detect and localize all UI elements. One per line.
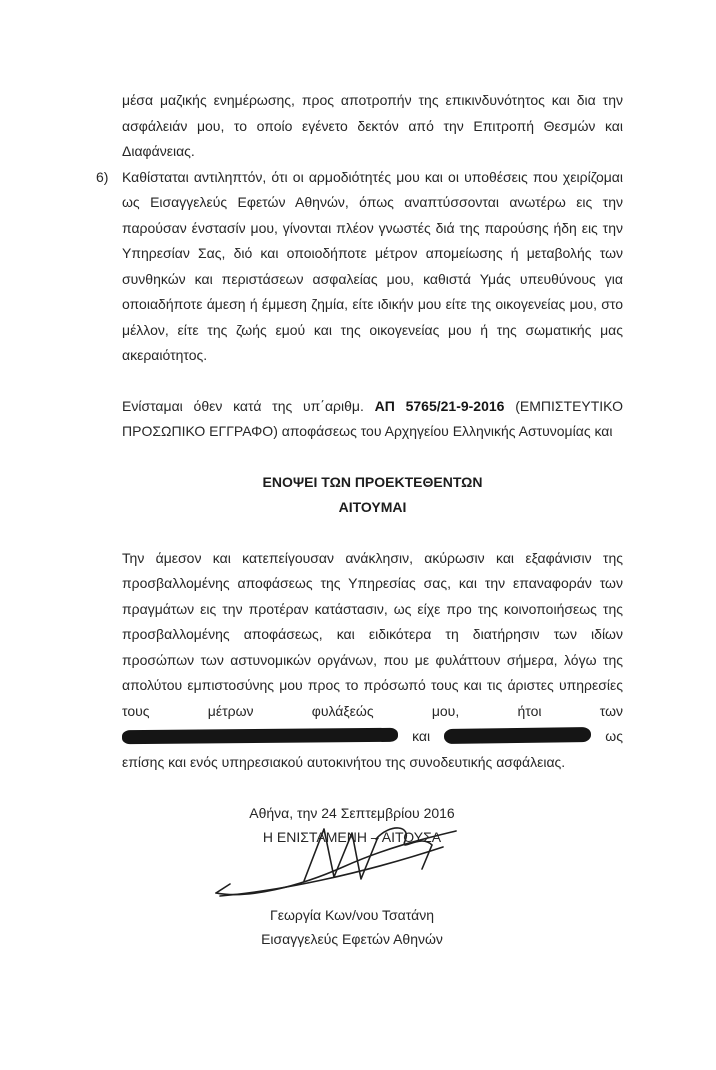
- closing-block: [226, 801, 478, 951]
- objection-text-2: (ΕΜΠΙΣΤΕΥΤΙΚΟ ΠΡΟΣΩΠΙΚΟ ΕΓΓΡΑΦΟ) αποφάσεως του Αρχηγείου Ελληνικής Αστυνομίας και: [122, 397, 623, 439]
- signer-title: Εισαγγελεύς Εφετών Αθηνών: [261, 931, 443, 947]
- request-paragraph: [122, 546, 623, 776]
- request-text-3: ως επίσης και ενός υπηρεσιακού αυτοκινήτου της συνοδευτικής ασφάλειας.: [122, 728, 623, 770]
- redaction-bar-1: [122, 728, 398, 744]
- objection-text-1: Ενίσταμαι όθεν κατά της υπ΄αριθμ.: [122, 397, 375, 414]
- capacity-line: Η ΕΝΙΣΤΑΜΕΝΗ – ΑΙΤΟΥΣΑ: [262, 829, 442, 845]
- signature-area: [226, 849, 478, 903]
- paragraph-continuation: μέσα μαζικής ενημέρωσης, προς αποτροπήν της επικινδυνότητος και δια την ασφάλειάν μου, το οποίο εγένετο δεκτόν από την Επιτροπή Θεσμών και Διαφάνειας.: [122, 92, 623, 159]
- signer-name: Γεωργία Κων/νου Τσατάνη: [270, 907, 434, 923]
- document-body: [96, 88, 623, 951]
- list-item-6-number: 6): [96, 168, 109, 185]
- request-text-1: Την άμεσον και κατεπείγουσαν ανάκλησιν, ακύρωσιν και εξαφάνισιν της προσβαλλομένης αποφάσεως της Υπηρεσίας σας, και την επαναφοράν των πραγμάτων εις την προτέραν κατάστασιν, ως είχε προ της κοινοποιήσεως της προσβαλλομένης αποφάσεως, και ειδικότερα τη διατήρησιν των ιδίων προσώπων των αστυνομικών οργάνων, που με φυλάττουν σήμερα, λόγω της απολύτου εμπιστοσύνης μου προς το πρόσωπό τους και τις άριστες υπηρεσίες τους μέτρων φυλάξεώς μου, ήτοι των: [122, 549, 623, 719]
- request-text-2: και: [398, 728, 445, 744]
- heading-in-view-of: ΕΝΟΨΕΙ ΤΩΝ ΠΡΟΕΚΤΕΘΕΝΤΩΝ: [262, 473, 483, 490]
- objection-paragraph: [122, 394, 623, 445]
- centered-headings: [122, 470, 623, 521]
- redaction-bar-2: [444, 727, 591, 744]
- list-item-6-text: Καθίσταται αντιληπτόν, ότι οι αρμοδιότητές μου και οι υποθέσεις που χειρίζομαι ως Εισαγγελεύς Εφετών Αθηνών, όπως αναπτύσσονται ανωτέρω εις την παρούσαν ένστασίν μου, γίνονται πλέον γνωστές διά της παρούσης ήδη εις την Υπηρεσίαν Σας, διό και οποιοδήποτε μέτρον απομείωσης ή μεταβολής των συνθηκών και περιστάσεων ασφαλείας μου, καθιστά Υμάς υπευθύνους για οποιαδήποτε άμεση ή έμμεση ζημία, είτε ιδικήν μου είτε της οικογενείας μου, στο μέλλον, είτε της ζωής εμού και της οικογενείας μου ή της σωματικής μας ακεραιότητος.: [122, 168, 623, 363]
- heading-i-request: ΑΙΤΟΥΜΑΙ: [338, 499, 407, 515]
- decision-reference: ΑΠ 5765/21-9-2016: [374, 397, 505, 414]
- date-line: Αθήνα, την 24 Σεπτεμβρίου 2016: [249, 805, 455, 821]
- list-item-6: [96, 165, 623, 369]
